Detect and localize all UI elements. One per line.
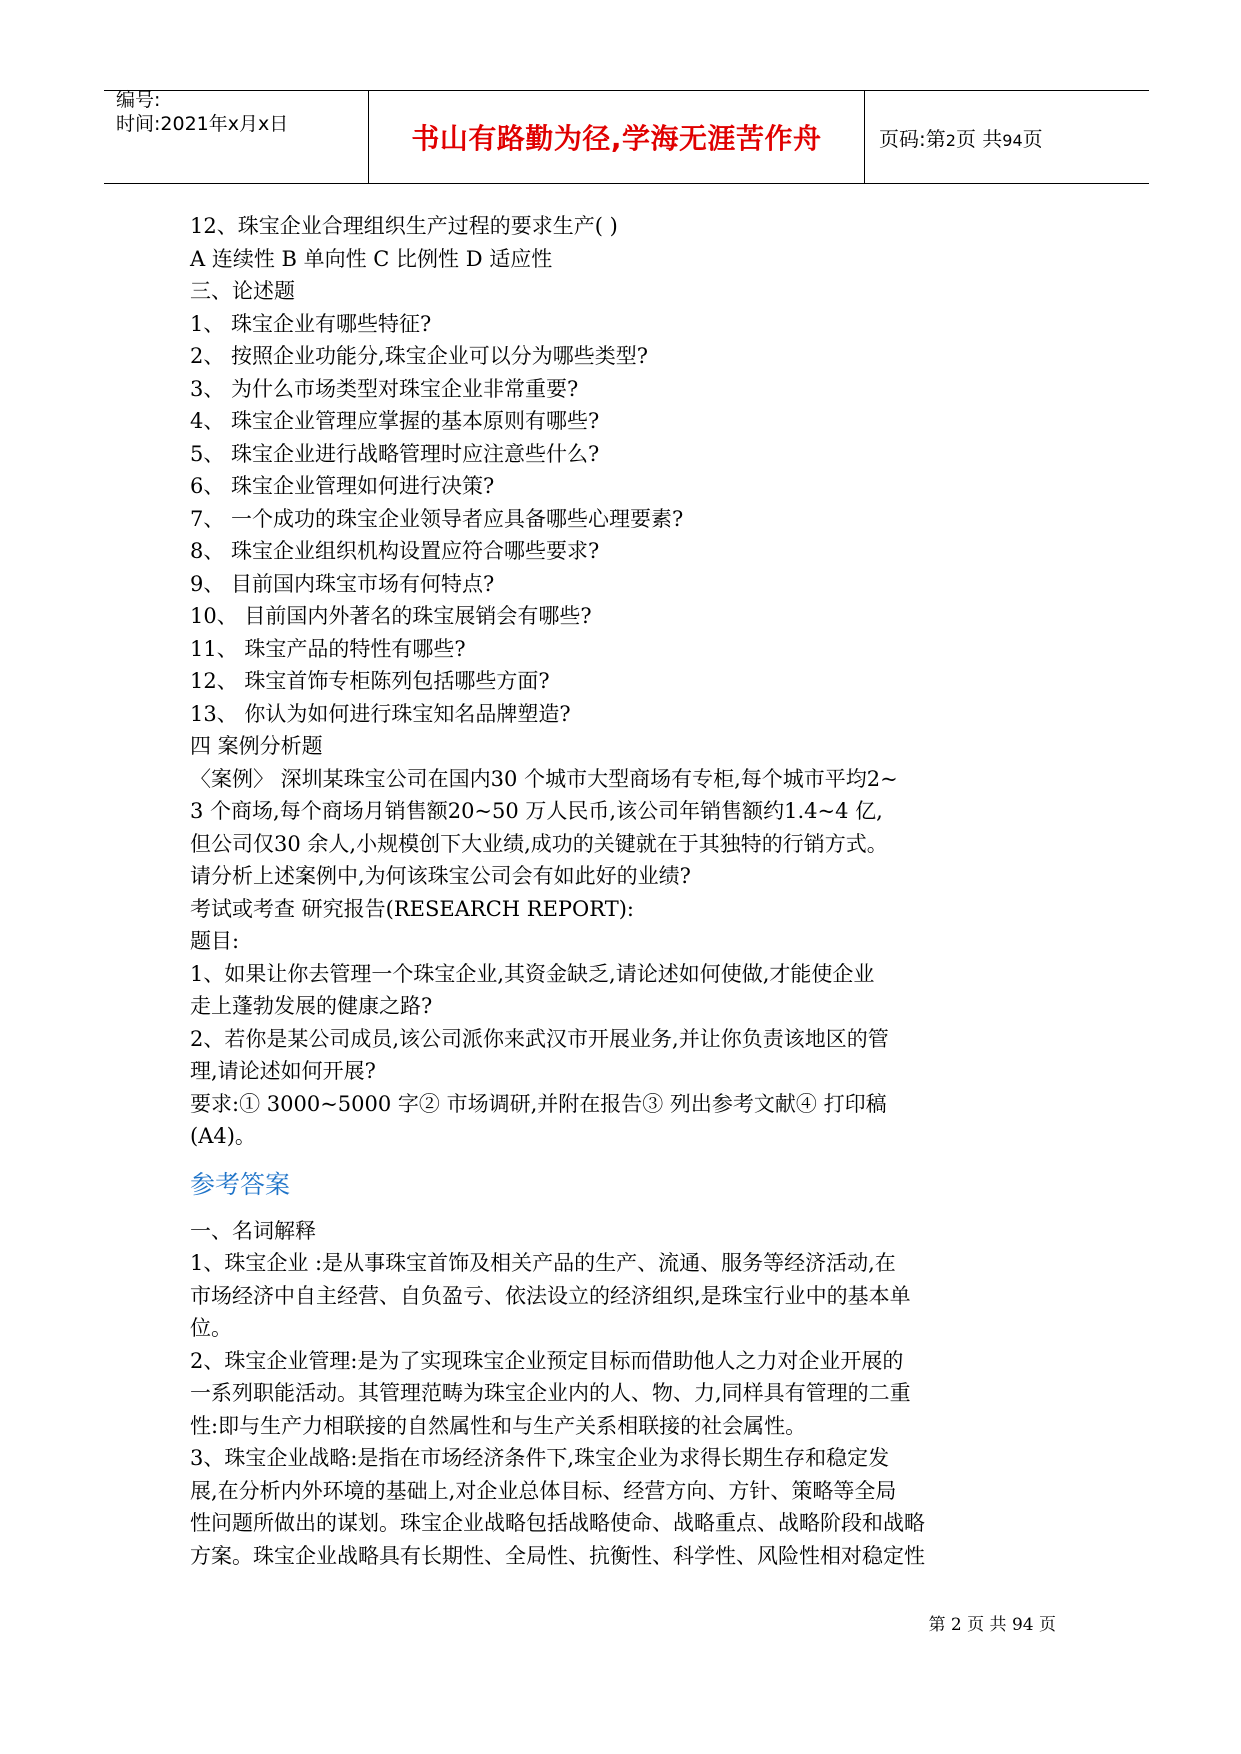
text-line: 1、珠宝企业 :是从事珠宝首饰及相关产品的生产、流通、服务等经济活动,在 — [190, 1251, 896, 1275]
page-code-total: 94 — [1002, 130, 1023, 150]
time-label: 时间:2021年x月x日 — [116, 113, 289, 135]
text-line: 性问题所做出的谋划。珠宝企业战略包括战略使命、战略重点、战略阶段和战略 — [190, 1511, 925, 1535]
page-footer: 第 2 页 共 94 页 — [928, 1615, 1056, 1635]
page-code-mid: 页 共 — [955, 126, 1003, 151]
text-line: 一、名词解释 — [190, 1218, 316, 1243]
text-line: 但公司仅30 余人,小规模创下大业绩,成功的关键就在于其独特的行销方式。 — [190, 831, 888, 856]
text-line: 12、 珠宝首饰专柜陈列包括哪些方面? — [190, 669, 550, 693]
text-line: A 连续性 B 单向性 C 比例性 D 适应性 — [190, 246, 553, 271]
text-line: 题目: — [190, 929, 240, 953]
text-line: 考试或考查 研究报告(RESEARCH REPORT): — [190, 896, 634, 921]
text-line: 走上蓬勃发展的健康之路? — [190, 994, 433, 1018]
header-left-cell — [104, 91, 369, 183]
text-line: 理,请论述如何开展? — [190, 1059, 376, 1083]
text-line: 11、 珠宝产品的特性有哪些? — [190, 636, 466, 661]
text-line: 2、 按照企业功能分,珠宝企业可以分为哪些类型? — [190, 344, 648, 368]
text-line: 9、 目前国内珠宝市场有何特点? — [190, 571, 495, 596]
text-line: 请分析上述案例中,为何该珠宝公司会有如此好的业绩? — [190, 864, 691, 888]
text-line: 4、 珠宝企业管理应掌握的基本原则有哪些? — [190, 409, 600, 433]
text-line: (A4)。 — [190, 1124, 256, 1148]
text-line: 〈案例〉 深圳某珠宝公司在国内30 个城市大型商场有专柜,每个城市平均2~ — [190, 766, 898, 791]
questions-section — [190, 210, 1060, 1153]
text-line: 3 个商场,每个商场月销售额20~50 万人民币,该公司年销售额约1.4~4 亿, — [190, 799, 883, 823]
text-line: 要求:① 3000~5000 字② 市场调研,并附在报告③ 列出参考文献④ 打印稿 — [190, 1091, 887, 1116]
text-line: 一系列职能活动。其管理范畴为珠宝企业内的人、物、力,同样具有管理的二重 — [190, 1381, 911, 1405]
text-line: 6、 珠宝企业管理如何进行决策? — [190, 474, 495, 498]
text-line: 1、 珠宝企业有哪些特征? — [190, 311, 432, 336]
text-line: 2、若你是某公司成员,该公司派你来武汉市开展业务,并让你负责该地区的管 — [190, 1026, 889, 1051]
page-code — [879, 123, 1043, 152]
page-header — [104, 90, 1149, 184]
text-line: 3、珠宝企业战略:是指在市场经济条件下,珠宝企业为求得长期生存和稳定发 — [190, 1446, 890, 1470]
text-line: 5、 珠宝企业进行战略管理时应注意些什么? — [190, 441, 600, 466]
text-line: 1、如果让你去管理一个珠宝企业,其资金缺乏,请论述如何使做,才能使企业 — [190, 961, 875, 986]
text-line: 性:即与生产力相联接的自然属性和与生产关系相联接的社会属性。 — [190, 1413, 807, 1438]
answers-section — [190, 1215, 1060, 1573]
text-line: 12、珠宝企业合理组织生产过程的要求生产( ) — [190, 214, 618, 238]
text-line: 7、 一个成功的珠宝企业领导者应具备哪些心理要素? — [190, 506, 684, 531]
document-body — [190, 210, 1060, 1572]
header-page-cell — [865, 91, 1149, 183]
page-code-suffix: 页 — [1022, 126, 1043, 151]
answer-title: 参考答案 — [190, 1169, 291, 1199]
text-line: 8、 珠宝企业组织机构设置应符合哪些要求? — [190, 539, 600, 563]
page-code-prefix: 页码:第 — [879, 126, 946, 151]
page-code-current: 2 — [945, 130, 956, 150]
text-line: 13、 你认为如何进行珠宝知名品牌塑造? — [190, 701, 571, 726]
text-line: 方案。珠宝企业战略具有长期性、全局性、抗衡性、科学性、风险性相对稳定性 — [190, 1543, 925, 1568]
text-line: 三、论述题 — [190, 279, 295, 303]
text-line: 3、 为什么市场类型对珠宝企业非常重要? — [190, 376, 579, 401]
text-line: 位。 — [190, 1316, 232, 1340]
number-label: 编号: — [116, 89, 161, 111]
text-line: 四 案例分析题 — [190, 734, 323, 758]
motto-text: 书山有路勤为径,学海无涯苦作舟 — [411, 122, 822, 155]
text-line: 市场经济中自主经营、自负盈亏、依法设立的经济组织,是珠宝行业中的基本单 — [190, 1283, 911, 1308]
text-line: 展,在分析内外环境的基础上,对企业总体目标、经营方向、方针、策略等全局 — [190, 1478, 897, 1503]
header-motto-cell — [369, 91, 865, 183]
text-line: 2、珠宝企业管理:是为了实现珠宝企业预定目标而借助他人之力对企业开展的 — [190, 1348, 904, 1373]
text-line: 10、 目前国内外著名的珠宝展销会有哪些? — [190, 604, 592, 628]
